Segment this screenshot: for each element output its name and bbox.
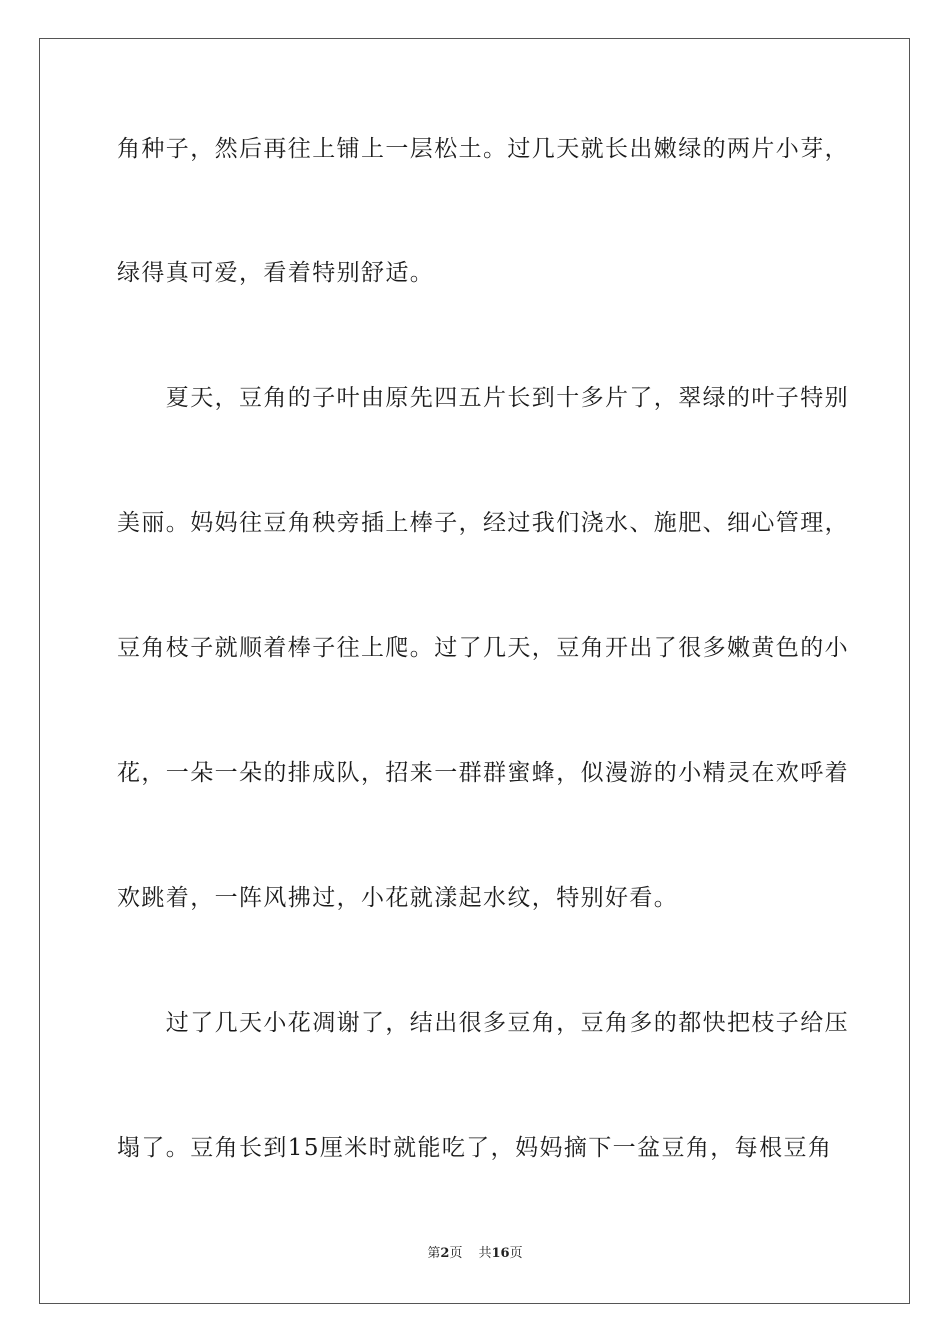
paragraph-line: 角种子，然后再往上铺上一层松土。过几天就长出嫩绿的两片小芽，	[117, 136, 849, 162]
paragraph-line: 夏天，豆角的子叶由原先四五片长到十多片了，翠绿的叶子特别	[117, 385, 849, 411]
paragraph-line: 花，一朵一朵的排成队，招来一群群蜜蜂，似漫游的小精灵在欢呼着	[117, 760, 849, 786]
paragraph-line: 过了几天小花凋谢了，结出很多豆角，豆角多的都快把枝子给压	[117, 1010, 849, 1036]
paragraph-line: 绿得真可爱，看着特别舒适。	[117, 260, 435, 286]
paragraph-line: 豆角枝子就顺着棒子往上爬。过了几天，豆角开出了很多嫩黄色的小	[117, 635, 849, 661]
page-footer	[0, 1245, 950, 1263]
paragraph-line: 美丽。妈妈往豆角秧旁插上棒子，经过我们浇水、施肥、细心管理，	[117, 510, 849, 536]
page-border	[39, 38, 910, 1304]
total-pages: 共16页	[478, 1246, 523, 1261]
page-number: 第2页	[427, 1246, 463, 1261]
paragraph-line: 塌了。豆角长到15厘米时就能吃了，妈妈摘下一盆豆角，每根豆角	[117, 1135, 833, 1161]
paragraph-line: 欢跳着，一阵风拂过，小花就漾起水纹，特别好看。	[117, 885, 679, 911]
